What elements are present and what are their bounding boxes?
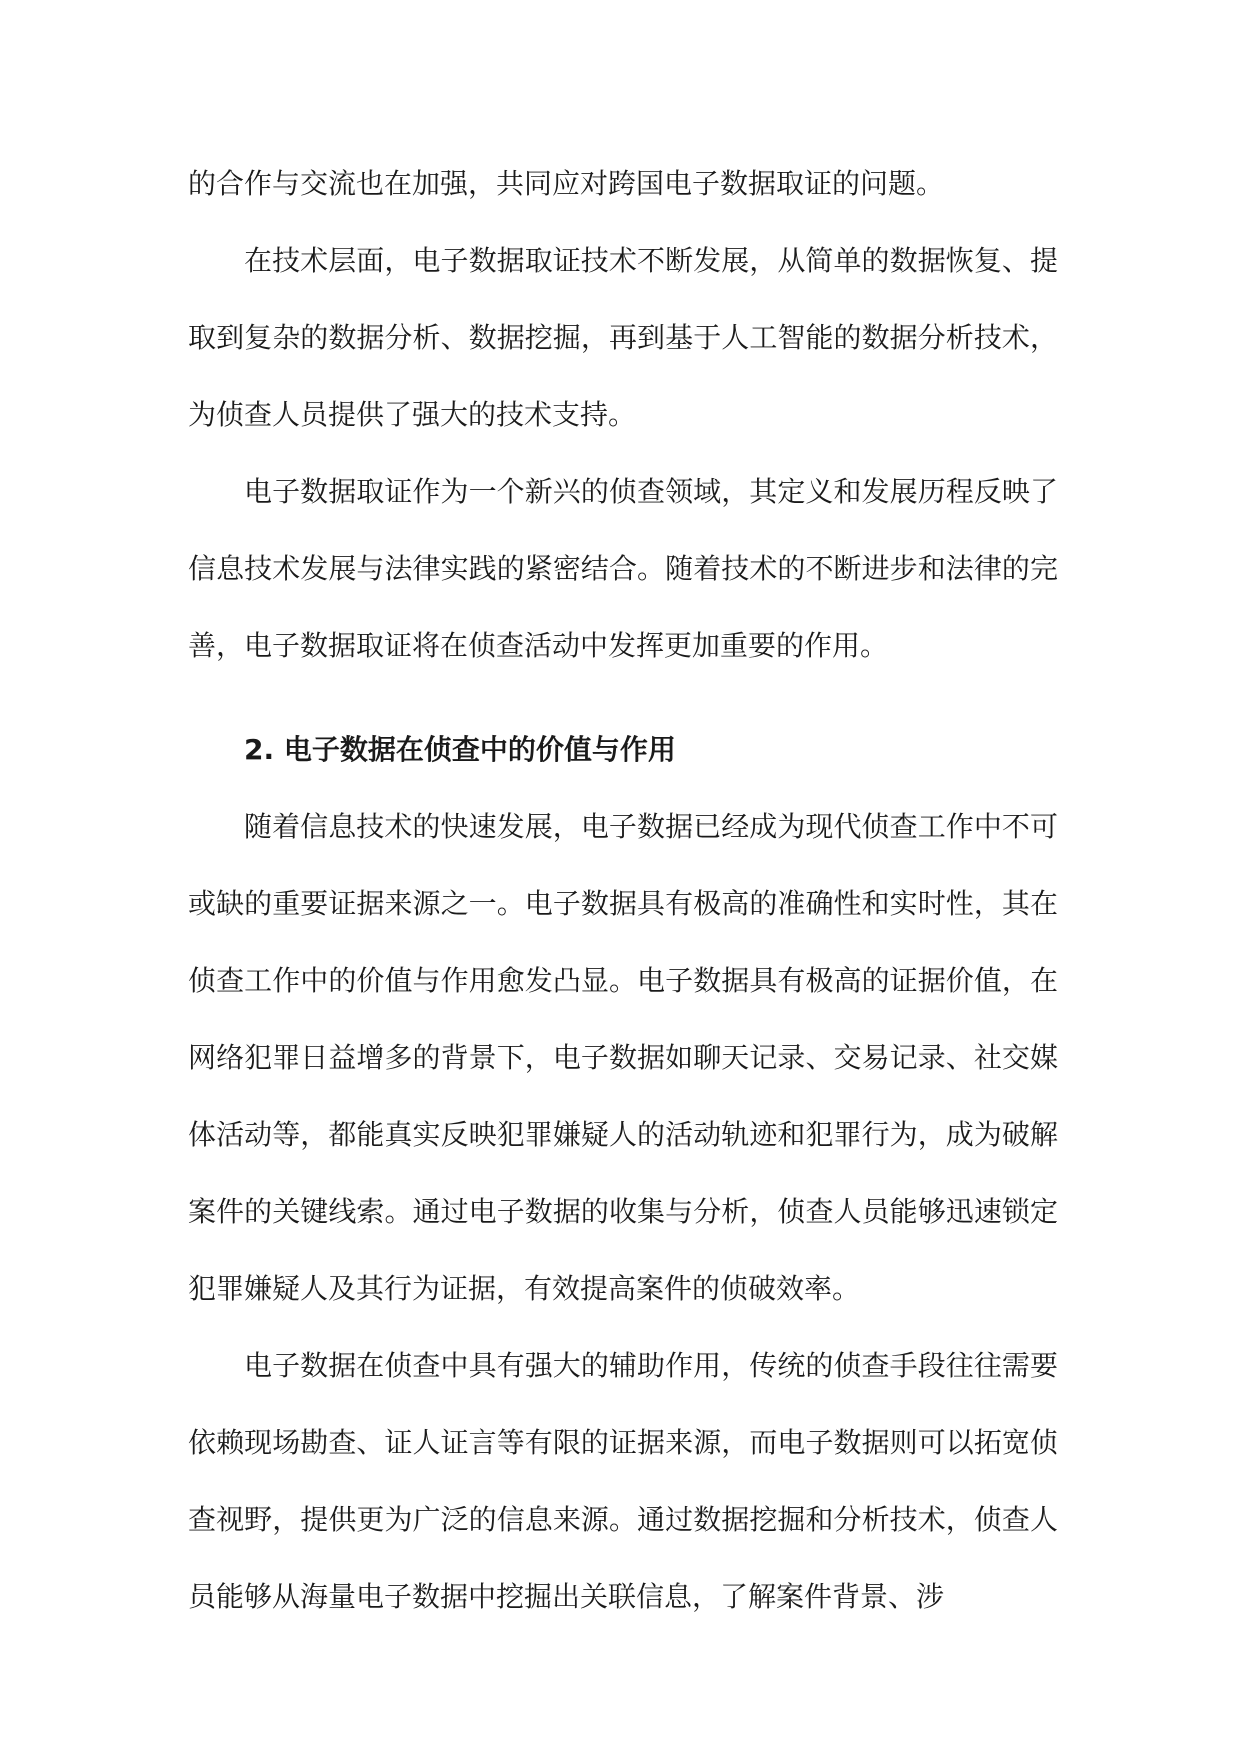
paragraph-technical-level: 在技术层面，电子数据取证技术不断发展，从简单的数据恢复、提取到复杂的数据分析、数据挖掘，再到基于人工智能的数据分析技术，为侦查人员提供了强大的技术支持。 bbox=[188, 244, 1058, 431]
paragraph-summary: 电子数据取证作为一个新兴的侦查领域，其定义和发展历程反映了信息技术发展与法律实践的紧密结合。随着技术的不断进步和法律的完善，电子数据取证将在侦查活动中发挥更加重要的作用。 bbox=[188, 475, 1058, 662]
paragraph-continuation: 的合作与交流也在加强，共同应对跨国电子数据取证的问题。 bbox=[188, 167, 945, 200]
paragraph-evidence-value: 随着信息技术的快速发展，电子数据已经成为现代侦查工作中不可或缺的重要证据来源之一。电子数据具有极高的准确性和实时性，其在侦查工作中的价值与作用愈发凸显。电子数据具有极高的证据价值，在网络犯罪日益增多的背景下，电子数据如聊天记录、交易记录、社交媒体活动等，都能真实反映犯罪嫌疑人的活动轨迹和犯罪行为，成为破解案件的关键线索。通过电子数据的收集与分析，侦查人员能够迅速锁定犯罪嫌疑人及其行为证据，有效提高案件的侦破效率。 bbox=[188, 810, 1058, 1305]
page-content bbox=[188, 145, 1058, 1635]
section-heading: 2. 电子数据在侦查中的价值与作用 bbox=[244, 733, 676, 766]
paragraph-auxiliary-role: 电子数据在侦查中具有强大的辅助作用，传统的侦查手段往往需要依赖现场勘查、证人证言等有限的证据来源，而电子数据则可以拓宽侦查视野，提供更为广泛的信息来源。通过数据挖掘和分析技术，侦查人员能够从海量电子数据中挖掘出关联信息，了解案件背景、涉 bbox=[188, 1349, 1058, 1613]
